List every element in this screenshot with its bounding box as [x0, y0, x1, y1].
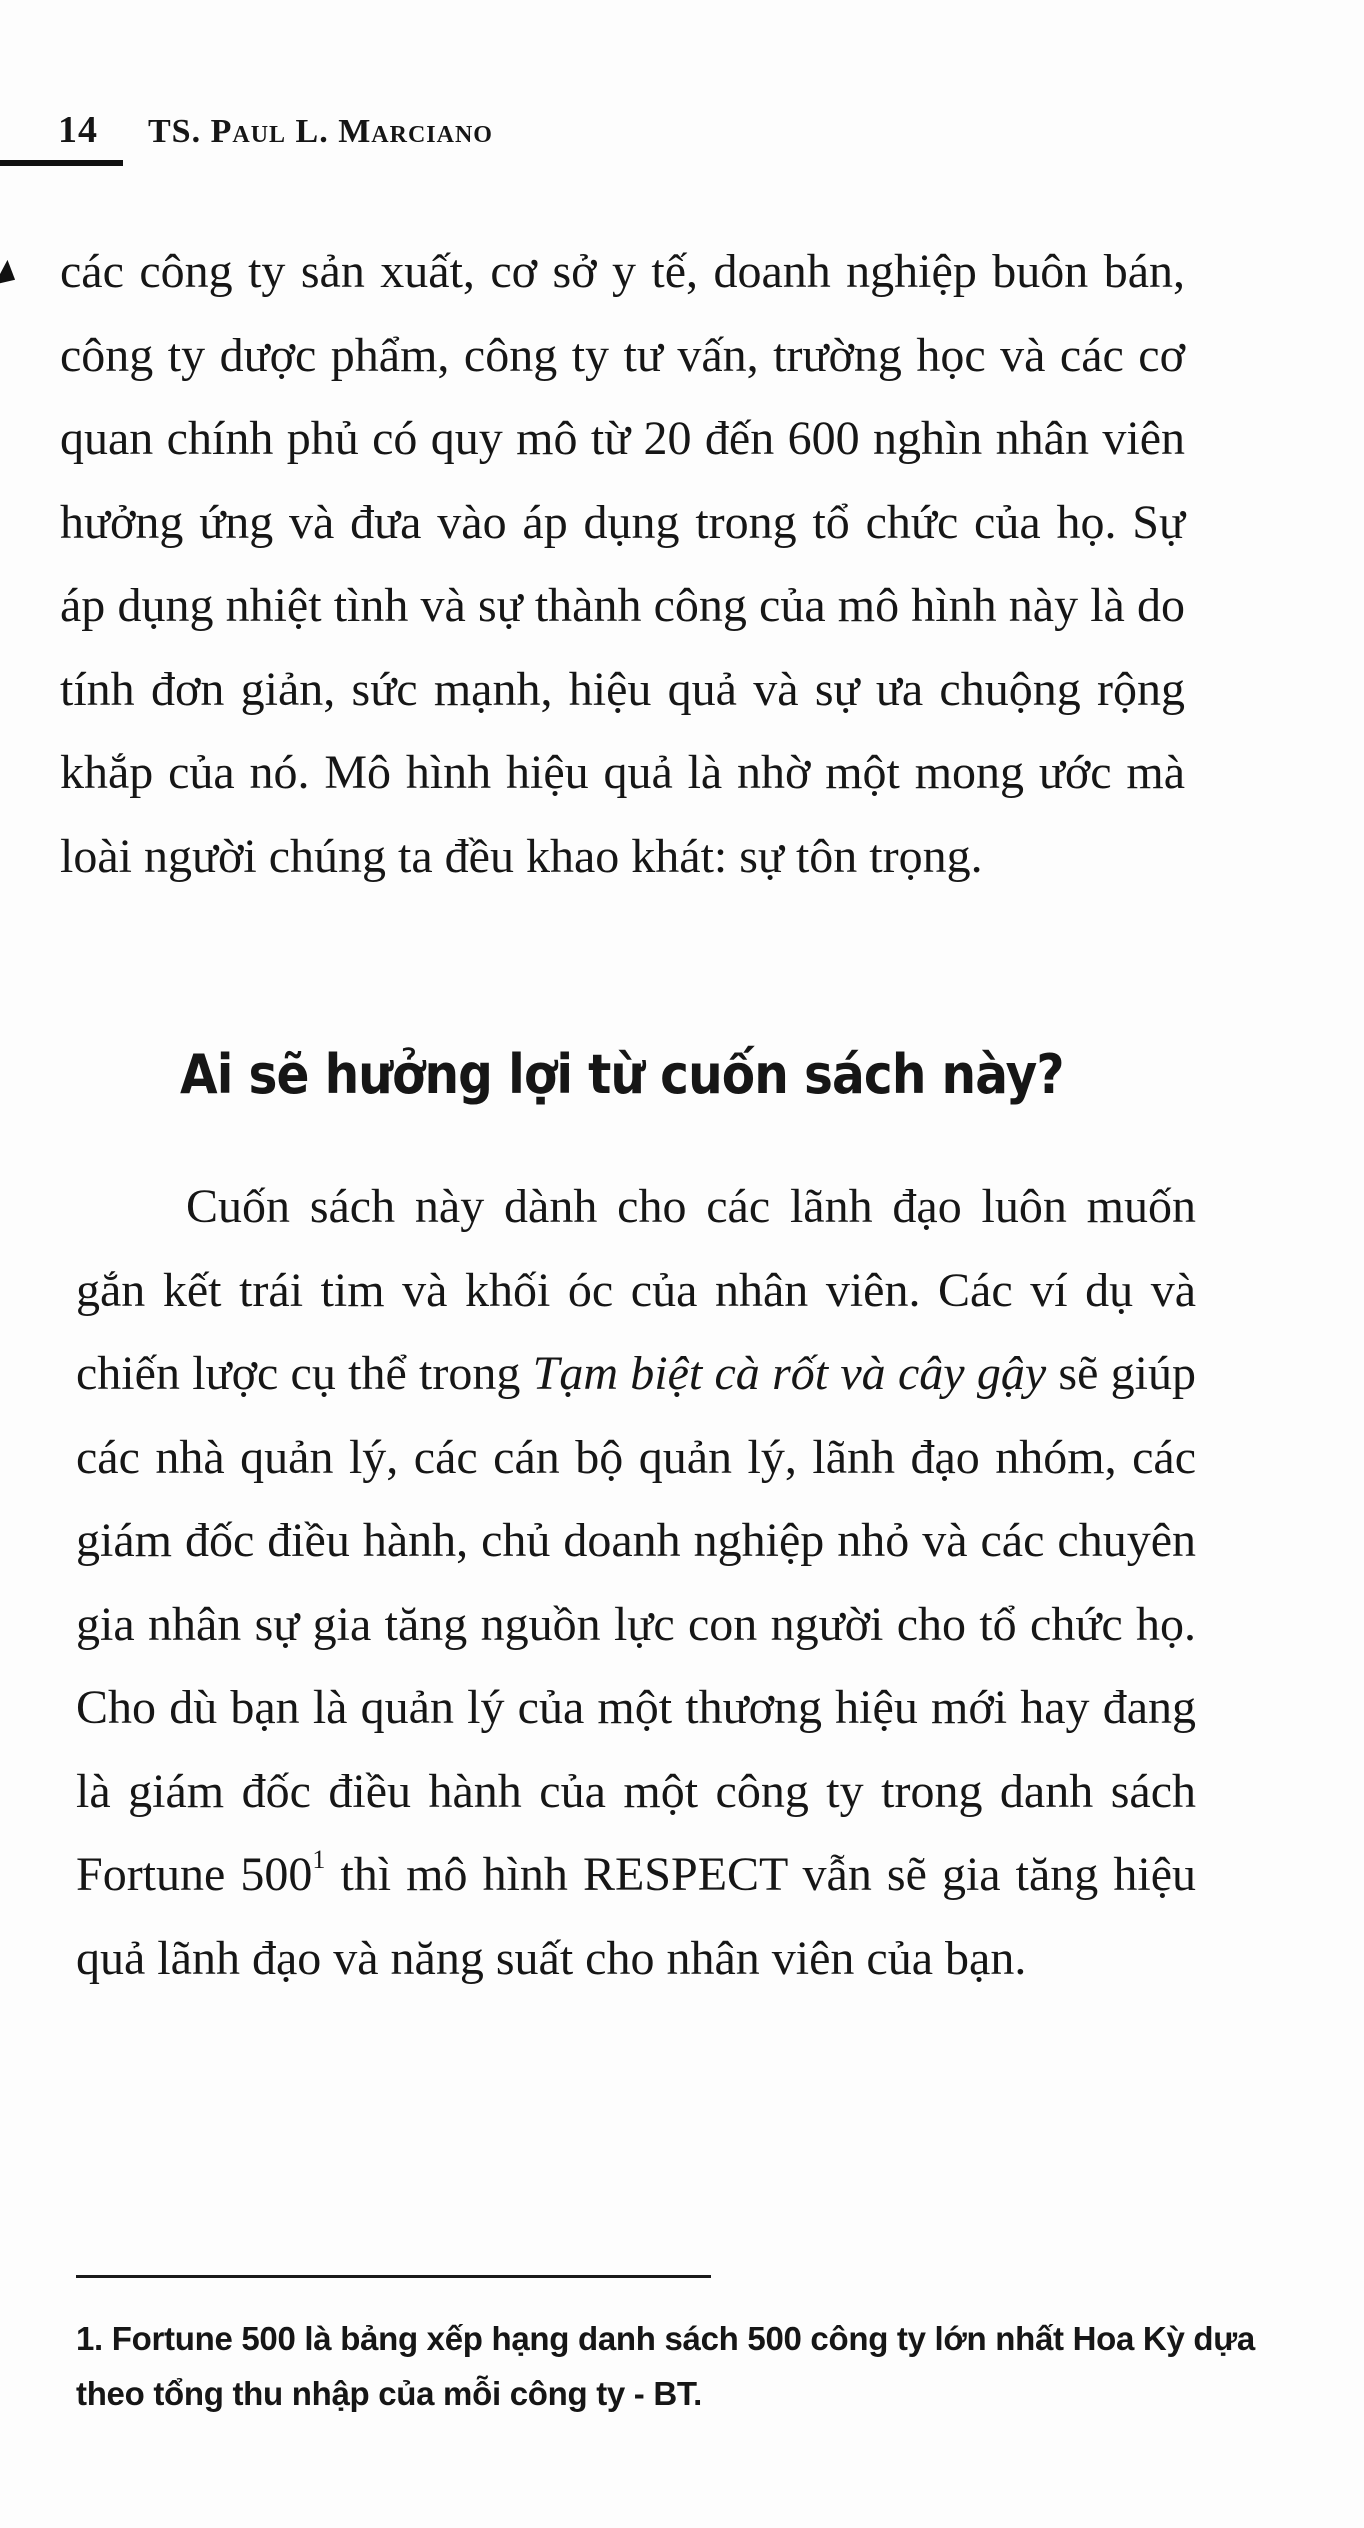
body-paragraph-continued [60, 230, 1185, 898]
page-number: 14 [58, 109, 98, 151]
section-heading: Ai sẽ hưởng lợi từ cuốn sách này? [180, 1043, 1064, 1106]
paragraph-text: các công ty sản xuất, cơ sở y tế, doanh nghiệp buôn bán, công ty dược phẩm, công ty tư vấn, trường học và các cơ quan chính phủ có quy mô từ 20 đến 600 nghìn nhân viên hưởng ứng và đưa vào áp dụng trong tổ chức của họ. Sự áp dụng nhiệt tình và sự thành công của mô hình này là do tính đơn giản, sức mạnh, hiệu quả và sự ưa chuộng rộng khắp của nó. Mô hình hiệu quả là nhờ một mong ước mà loài người chúng ta đều khao khát: sự tôn trọng. [60, 245, 1185, 883]
paragraph-text-part: Cuốn sách này dành cho các lãnh đạo luôn muốn gắn kết trái tim và khối óc của nhân viên. Các ví dụ và chiến lược cụ thể trong [76, 1180, 1196, 1400]
book-title: Tạm biệt cà rốt và cây gậy [532, 1347, 1047, 1400]
page-header [58, 108, 493, 158]
paragraph-text-part: sẽ giúp các nhà quản lý, các cán bộ quản lý, lãnh đạo nhóm, các giám đốc điều hành, chủ doanh nghiệp nhỏ và các chuyên gia nhân sự gia tăng nguồn lực con người cho tổ chức họ. Cho dù bạn là quản lý của một thương hiệu mới hay đang là giám đốc điều hành của một công ty trong danh sách Fortune 500 [76, 1347, 1197, 1901]
running-head-author: TS. Paul L. Marciano [148, 113, 493, 150]
paragraph-text-part: thì mô hình RESPECT vẫn sẽ gia tăng hiệu quả lãnh đạo và năng suất cho nhân viên của bạn. [76, 1848, 1196, 1985]
footnote-rule [76, 2275, 711, 2278]
paragraph-text [76, 1165, 1196, 2000]
body-paragraph [76, 1165, 1196, 2000]
footnote-reference: 1 [312, 1845, 326, 1874]
header-rule [0, 160, 123, 166]
margin-mark [0, 260, 22, 292]
footnote: 1. Fortune 500 là bảng xếp hạng danh sách 500 công ty lớn nhất Hoa Kỳ dựa theo tổng thu nhập của mỗi công ty - BT. [76, 2320, 1255, 2412]
